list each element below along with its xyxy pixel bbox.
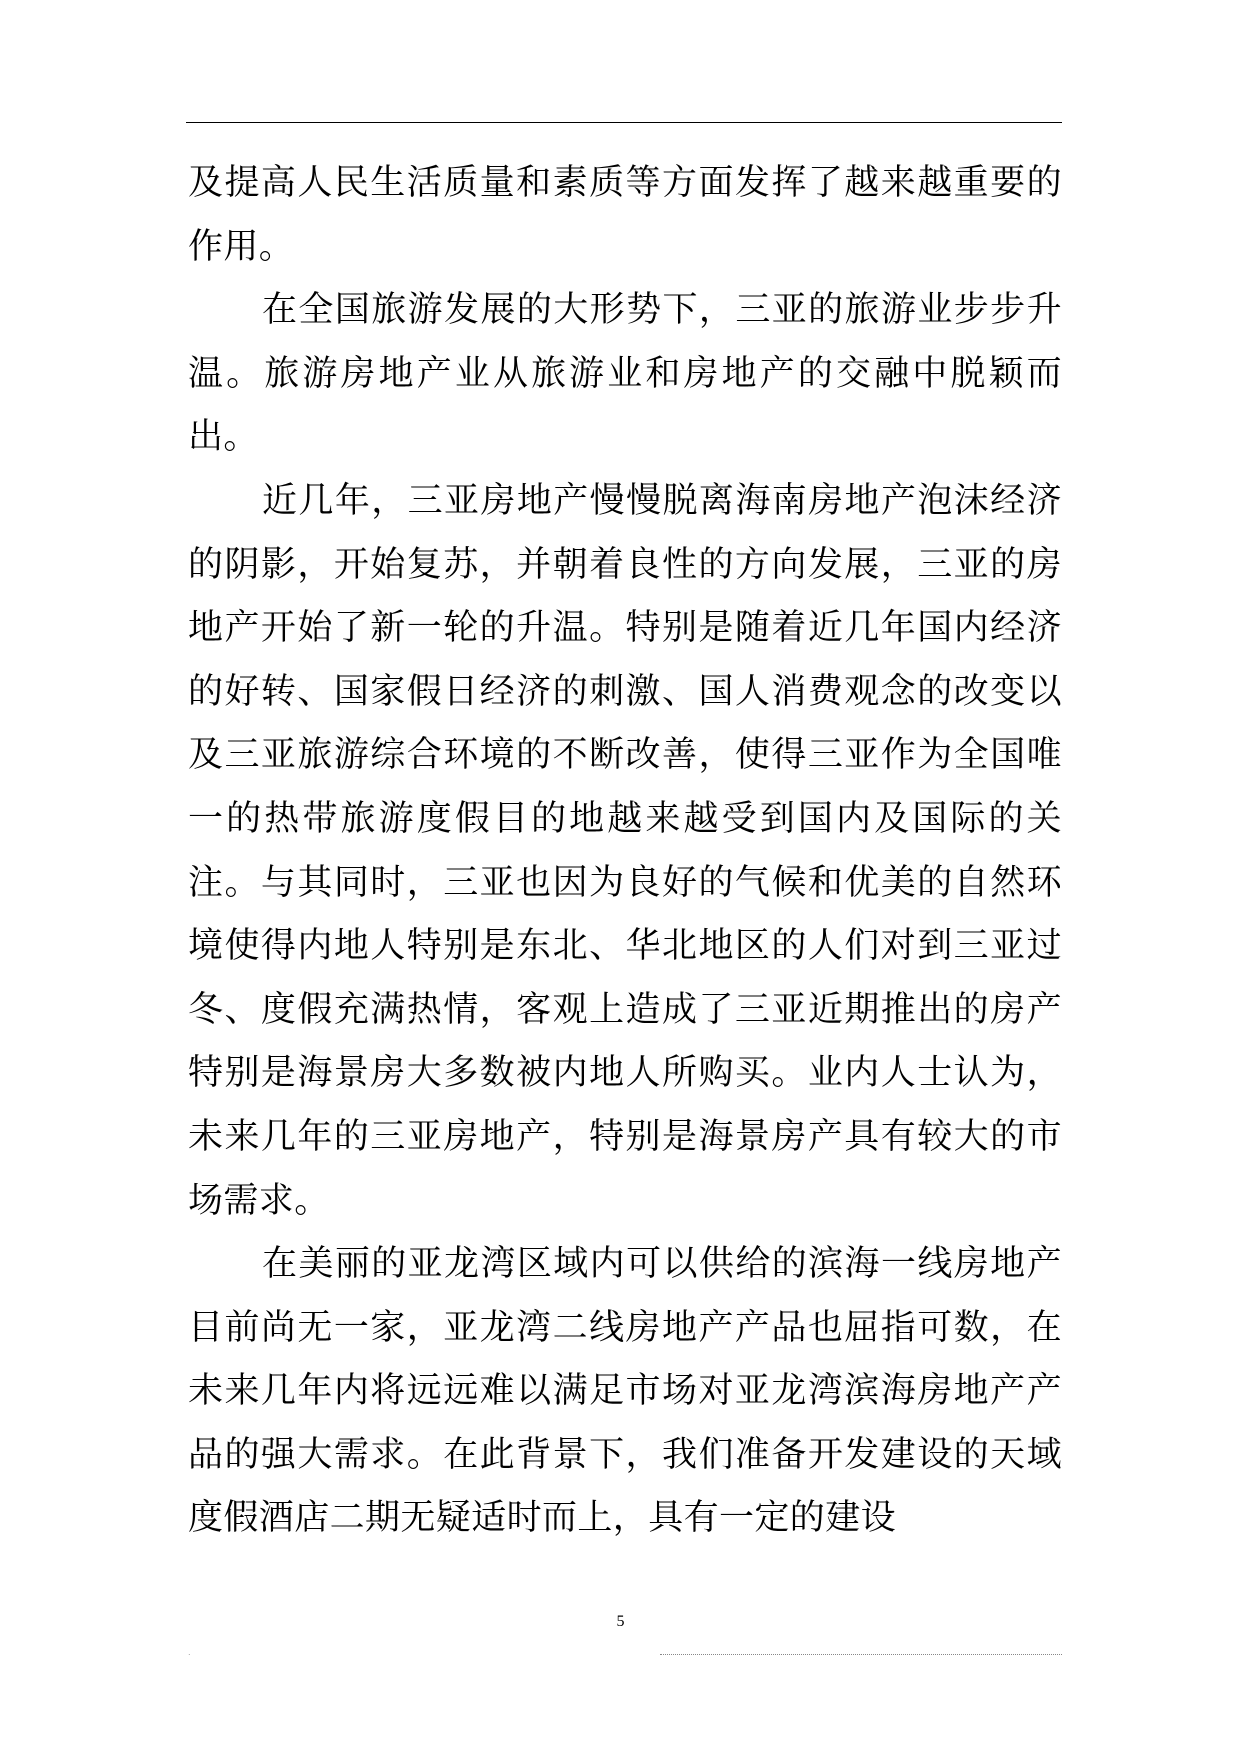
footer-mark: .	[188, 1648, 191, 1657]
header-rule	[186, 122, 1062, 123]
paragraph-2: 在全国旅游发展的大形势下，三亚的旅游业步步升温。旅游房地产业从旅游业和房地产的交融中脱颖而出。	[188, 290, 1062, 458]
document-body	[188, 152, 1062, 1551]
paragraph-4: 在美丽的亚龙湾区域内可以供给的滨海一线房地产目前尚无一家，亚龙湾二线房地产产品也屈指可数，在未来几年内将远远难以满足市场对亚龙湾滨海房地产产品的强大需求。在此背景下，我们准备开发建设的天域度假酒店二期无疑适时而上，具有一定的建设	[188, 1244, 1062, 1539]
paragraph-1: 及提高人民生活质量和素质等方面发挥了越来越重要的作用。	[188, 163, 1062, 267]
footer-rule	[660, 1654, 1062, 1655]
paragraph-3: 近几年，三亚房地产慢慢脱离海南房地产泡沫经济的阴影，开始复苏，并朝着良性的方向发展，三亚的房地产开始了新一轮的升温。特别是随着近几年国内经济的好转、国家假日经济的刺激、国人消费观念的改变以及三亚旅游综合环境的不断改善，使得三亚作为全国唯一的热带旅游度假目的地越来越受到国内及国际的关注。与其同时，三亚也因为良好的气候和优美的自然环境使得内地人特别是东北、华北地区的人们对到三亚过冬、度假充满热情，客观上造成了三亚近期推出的房产特别是海景房大多数被内地人所购买。业内人士认为，未来几年的三亚房地产，特别是海景房产具有较大的市场需求。	[188, 480, 1062, 1221]
page-number: 5	[616, 1613, 625, 1630]
